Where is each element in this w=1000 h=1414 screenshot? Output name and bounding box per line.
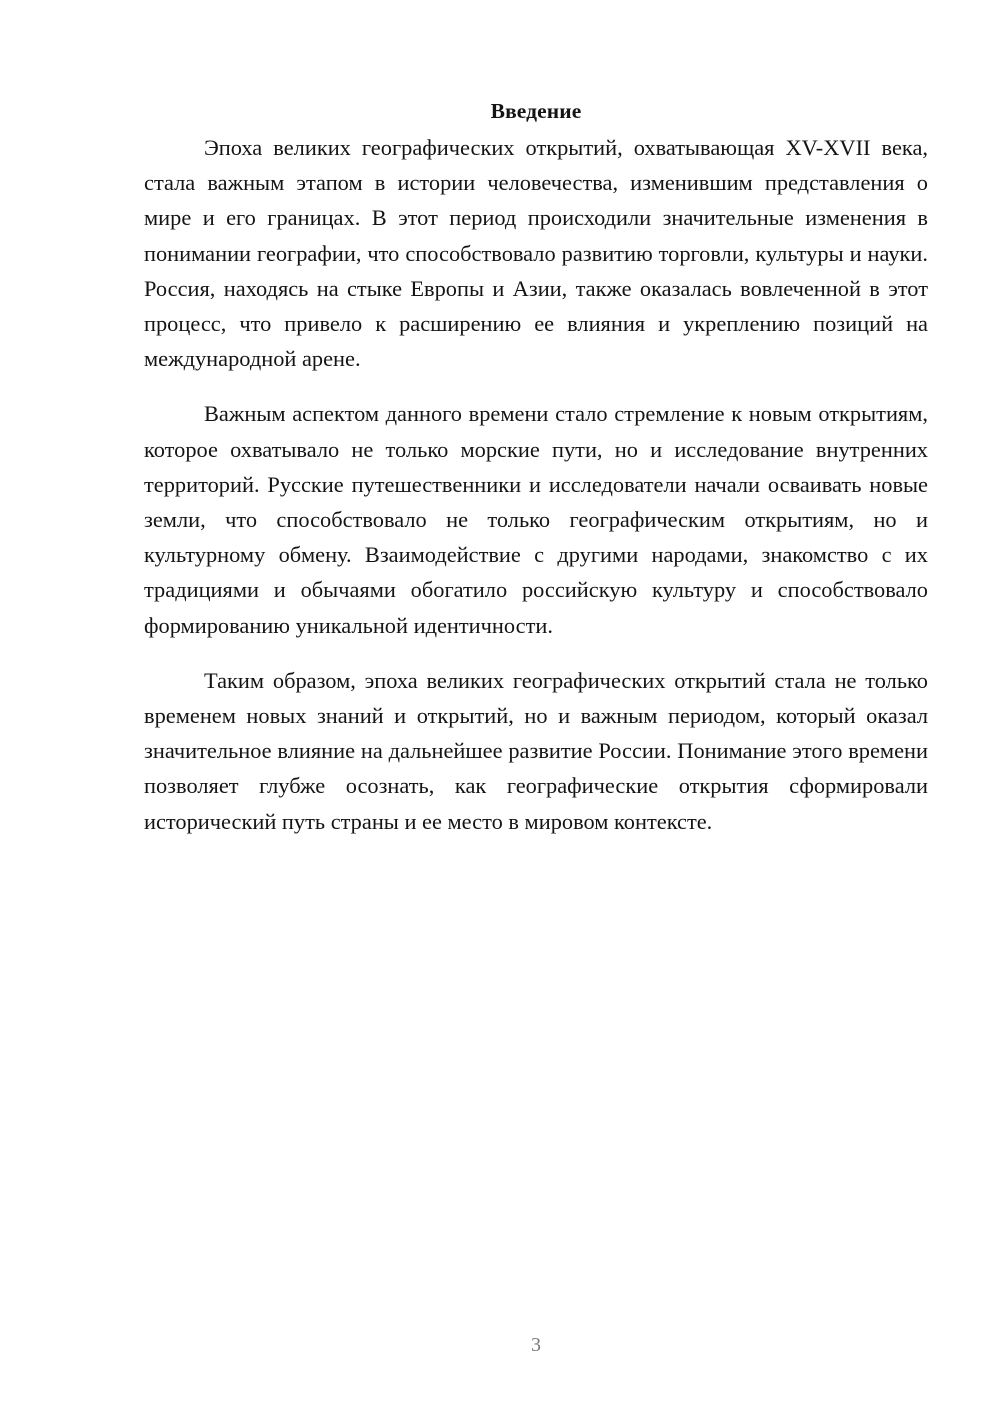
section-heading: Введение bbox=[490, 99, 582, 123]
page-content bbox=[144, 96, 928, 839]
page-number: 3 bbox=[531, 1334, 541, 1356]
paragraph-1: Эпоха великих географических открытий, охватывающая XV-XVII века, стала важным этапом в истории человечества, изменившим представления о мире и его границах. В этот период происходили значительные изменения в понимании географии, что способствовало развитию торговли, культуры и науки. Россия, находясь на стыке Европы и Азии, также оказалась вовлеченной в этот процесс, что привело к расширению ее влияния и укреплению позиций на международной арене. bbox=[144, 135, 928, 372]
paragraph-3: Таким образом, эпоха великих географических открытий стала не только временем новых знаний и открытий, но и важным периодом, который оказал значительное влияние на дальнейшее развитие России. Понимание этого времени позволяет глубже осознать, как географические открытия сформировали исторический путь страны и ее место в мировом контексте. bbox=[144, 667, 928, 834]
paragraph-2: Важным аспектом данного времени стало стремление к новым открытиям, которое охватывало не только морские пути, но и исследование внутренних территорий. Русские путешественники и исследователи начали осваивать новые земли, что способствовало не только географическим открытиям, но и культурному обмену. Взаимодействие с другими народами, знакомство с их традициями и обычаями обогатило российскую культуру и способствовало формированию уникальной идентичности. bbox=[144, 401, 928, 638]
